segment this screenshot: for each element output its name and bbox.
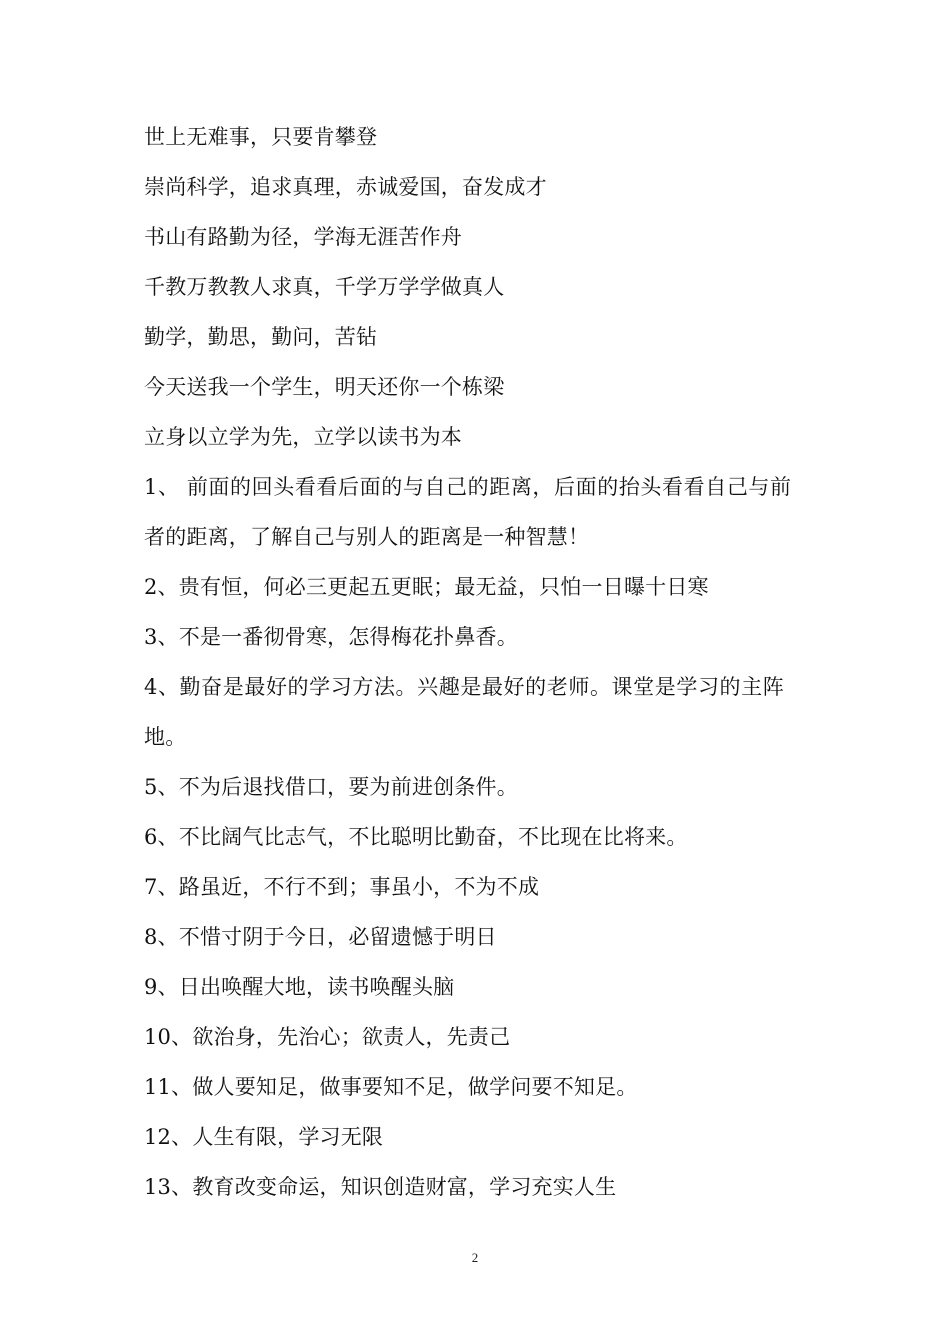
text-line: 今天送我一个学生，明天还你一个栋梁	[144, 375, 505, 399]
text-line: 4、勤奋是最好的学习方法。兴趣是最好的老师。课堂是学习的主阵	[144, 675, 785, 699]
text-line: 者的距离，了解自己与别人的距离是一种智慧！	[144, 525, 590, 549]
text-line: 勤学，勤思，勤问，苦钻	[144, 325, 378, 349]
text-line: 3、不是一番彻骨寒，怎得梅花扑鼻香。	[144, 625, 518, 649]
text-line: 世上无难事，只要肯攀登	[144, 125, 378, 149]
text-line: 书山有路勤为径，学海无涯苦作舟	[144, 225, 462, 249]
text-line: 2、贵有恒，何必三更起五更眠；最无益，只怕一日曝十日寒	[144, 575, 709, 599]
text-line: 崇尚科学，追求真理，赤诚爱国，奋发成才	[144, 175, 547, 199]
text-line: 千教万教教人求真，千学万学学做真人	[144, 275, 505, 299]
text-line: 8、不惜寸阴于今日，必留遗憾于明日	[144, 925, 497, 949]
page-number: 2	[471, 1250, 479, 1265]
text-line: 1、 前面的回头看看后面的与自己的距离，后面的抬头看看自己与前	[144, 475, 792, 499]
text-line: 6、不比阔气比志气，不比聪明比勤奋，不比现在比将来。	[144, 825, 688, 849]
text-line: 地。	[144, 725, 187, 749]
text-line: 5、不为后退找借口，要为前进创条件。	[144, 775, 518, 799]
text-line: 10、欲治身，先治心；欲责人，先责己	[144, 1025, 511, 1049]
text-line: 11、做人要知足，做事要知不足，做学问要不知足。	[144, 1075, 638, 1099]
text-line: 9、日出唤醒大地，读书唤醒头脑	[144, 975, 455, 999]
document-body	[144, 112, 814, 1212]
text-line: 12、人生有限，学习无限	[144, 1125, 384, 1149]
text-line: 7、路虽近，不行不到；事虽小，不为不成	[144, 875, 540, 899]
text-line: 13、教育改变命运，知识创造财富，学习充实人生	[144, 1175, 617, 1199]
text-line: 立身以立学为先，立学以读书为本	[144, 425, 462, 449]
